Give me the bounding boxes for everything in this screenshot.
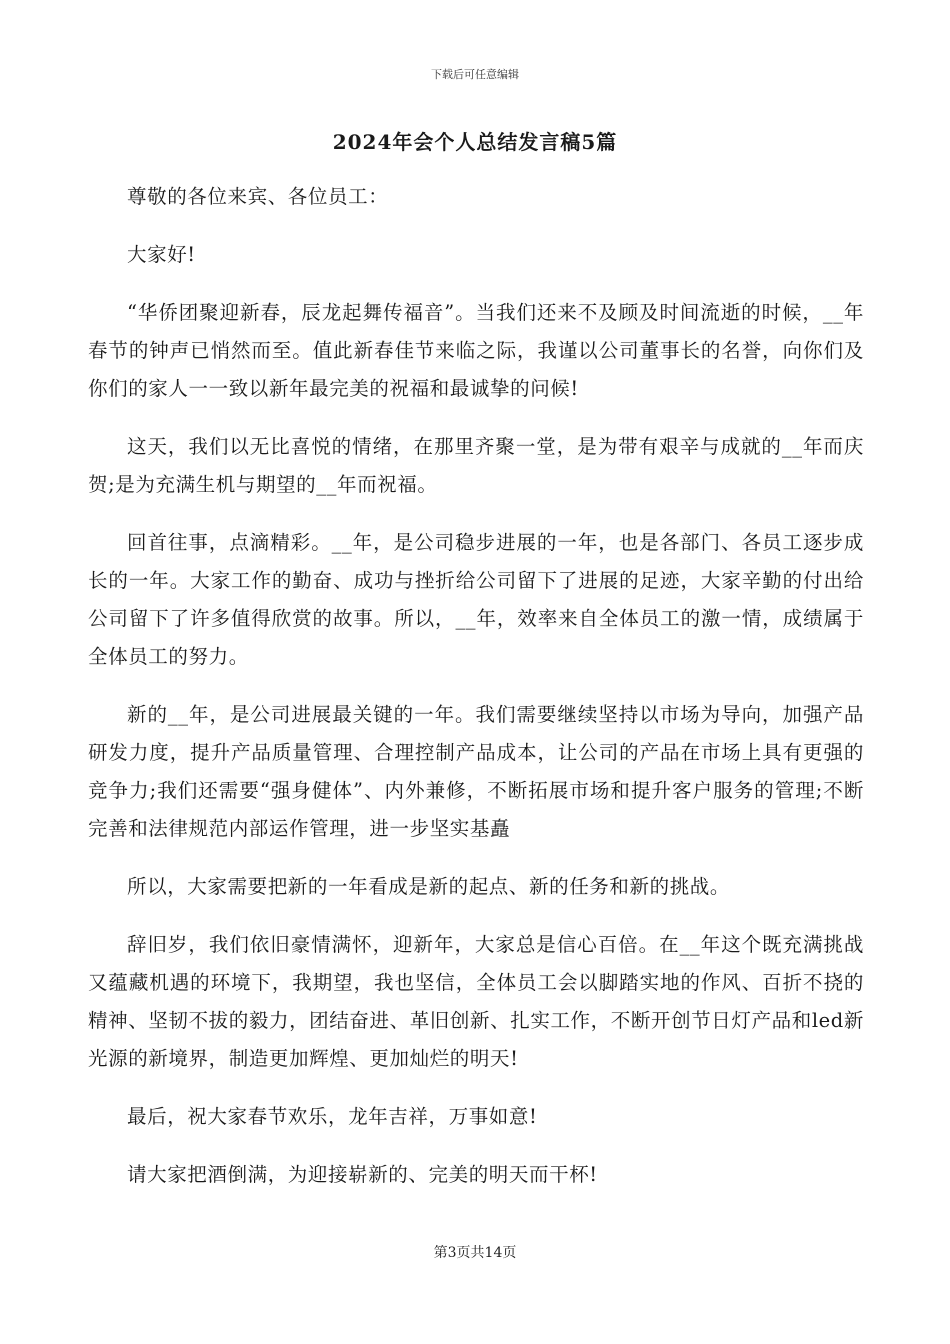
page-footer: 第3页共14页 <box>433 1245 517 1261</box>
paragraph: 所以，大家需要把新的一年看成是新的起点、新的任务和新的挑战。 <box>127 875 731 898</box>
paragraph-greeting: 大家好! <box>127 243 196 266</box>
paragraph: “华侨团聚迎新春，辰龙起舞传福音”。当我们还来不及顾及时间流逝的时候，__年春节的钟声已悄然而至。值此新春佳节来临之际，我谨以公司董事长的名誉，向你们及你们的家人一一致以新年最完美的祝福和最诚挚的问候! <box>88 301 864 400</box>
paragraph: 最后，祝大家春节欢乐，龙年吉祥，万事如意! <box>127 1105 538 1128</box>
paragraph: 辞旧岁，我们依旧豪情满怀，迎新年，大家总是信心百倍。在__年这个既充满挑战又蕴藏机遇的环境下，我期望，我也坚信，全体员工会以脚踏实地的作风、百折不挠的精神、坚韧不拔的毅力，团结奋进、革旧创新、扎实工作，不断开创节日灯产品和led新光源的新境界，制造更加辉煌、更加灿烂的明天! <box>88 933 864 1070</box>
paragraph: 请大家把酒倒满，为迎接崭新的、完美的明天而干杯! <box>127 1163 598 1186</box>
paragraph: 这天，我们以无比喜悦的情绪，在那里齐聚一堂，是为带有艰辛与成就的__年而庆贺;是为充满生机与期望的__年而祝福。 <box>88 435 864 496</box>
document-body <box>88 178 864 1214</box>
paragraph-salutation: 尊敬的各位来宾、各位员工： <box>127 185 389 208</box>
paragraph: 回首往事，点滴精彩。__年，是公司稳步进展的一年，也是各部门、各员工逐步成长的一年。大家工作的勤奋、成功与挫折给公司留下了进展的足迹，大家辛勤的付出给公司留下了许多值得欣赏的故事。所以，__年，效率来自全体员工的激一情，成绩属于全体员工的努力。 <box>88 531 864 668</box>
paragraph: 新的__年，是公司进展最关键的一年。我们需要继续坚持以市场为导向，加强产品研发力度，提升产品质量管理、合理控制产品成本，让公司的产品在市场上具有更强的竞争力;我们还需要“强身健体”、内外兼修，不断拓展市场和提升客户服务的管理;不断完善和法律规范内部运作管理，进一步坚实基矗 <box>88 703 864 840</box>
document-title: 2024年会个人总结发言稿5篇 <box>332 130 618 154</box>
header-note: 下载后可任意编辑 <box>431 68 519 81</box>
